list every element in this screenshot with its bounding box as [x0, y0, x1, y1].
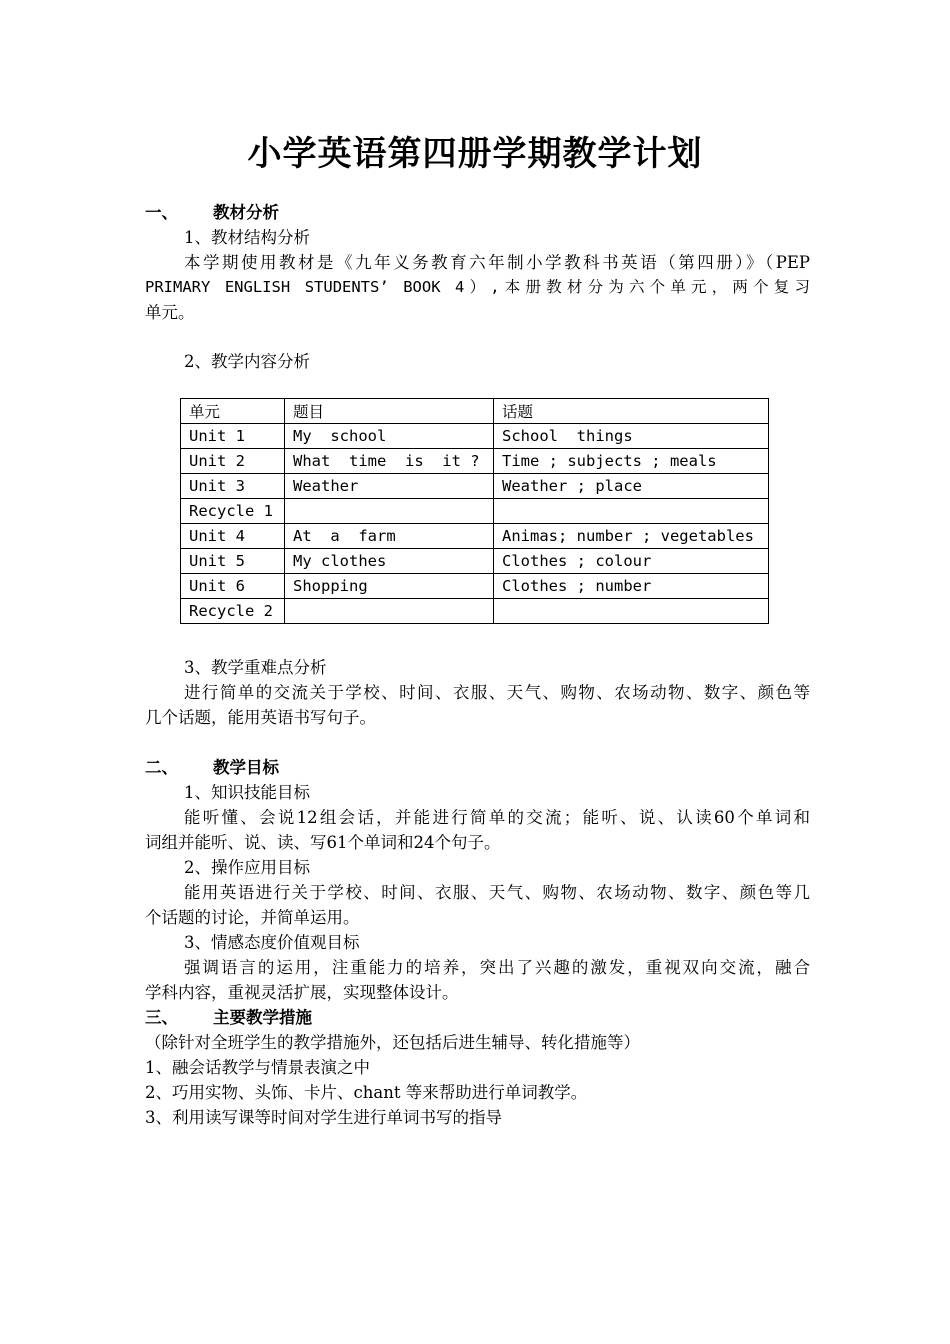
s2-paragraph-2-line-2: 个话题的讨论，并简单运用。: [145, 908, 360, 927]
document-title: 小学英语第四册学期教学计划: [247, 134, 703, 174]
table-cell: My school: [285, 424, 494, 449]
table-cell: Unit 1: [181, 424, 285, 449]
s2-subheading-1: 1、知识技能目标: [184, 783, 310, 802]
table-cell: Time ; subjects ; meals: [494, 449, 769, 474]
s3-list-item-2: 2、巧用实物、头饰、卡片、chant 等来帮助进行单词教学。: [145, 1083, 588, 1102]
s1-paragraph-1-line-1: 本学期使用教材是《九年义务教育六年制小学教科书英语（第四册）》（PEP: [184, 253, 810, 272]
table-row: [181, 524, 769, 549]
table-cell: Unit 4: [181, 524, 285, 549]
table-cell: [285, 599, 494, 624]
s2-paragraph-1-line-1: 能听懂、会说12组会话，并能进行简单的交流；能听、说、认读60个单词和: [184, 808, 810, 827]
s1-paragraph-1-line-2: PRIMARY ENGLISH STUDENTS’ BOOK 4）,本册教材分为六个单元，两个复习: [145, 278, 810, 296]
section-1-title: 教材分析: [213, 203, 279, 222]
table-cell: Animas; number ; vegetables: [494, 524, 769, 549]
s1-subheading-2: 2、教学内容分析: [184, 352, 310, 371]
content-table: [180, 398, 769, 624]
table-row: [181, 599, 769, 624]
section-2-title: 教学目标: [213, 758, 279, 777]
table-cell: Unit 5: [181, 549, 285, 574]
s3-list-item-1: 1、融会话教学与情景表演之中: [145, 1058, 370, 1077]
s2-paragraph-1-line-2: 词组并能听、说、读、写61个单词和24个句子。: [145, 833, 501, 852]
table-row: [181, 499, 769, 524]
table-cell: Weather ; place: [494, 474, 769, 499]
s1-paragraph-3-line-1: 进行简单的交流关于学校、时间、衣服、天气、购物、农场动物、数字、颜色等: [184, 683, 810, 702]
s2-subheading-2: 2、操作应用目标: [184, 858, 310, 877]
table-cell: My clothes: [285, 549, 494, 574]
table-cell: What time is it ?: [285, 449, 494, 474]
s2-subheading-3: 3、情感态度价值观目标: [184, 933, 360, 952]
s1-subheading-1: 1、教材结构分析: [184, 228, 310, 247]
table-cell: [285, 499, 494, 524]
section-1-heading: [145, 200, 810, 225]
table-cell: Clothes ; colour: [494, 549, 769, 574]
table-cell: Unit 6: [181, 574, 285, 599]
s3-list-item-3: 3、利用读写课等时间对学生进行单词书写的指导: [145, 1108, 502, 1127]
s1-subheading-3: 3、教学重难点分析: [184, 658, 327, 677]
s2-paragraph-3-line-1: 强调语言的运用，注重能力的培养，突出了兴趣的激发，重视双向交流，融合: [184, 958, 810, 977]
s1-paragraph-3-line-2: 几个话题，能用英语书写句子。: [145, 708, 376, 727]
table-cell: Recycle 1: [181, 499, 285, 524]
table-cell: [494, 499, 769, 524]
s2-paragraph-3-line-2: 学科内容，重视灵活扩展，实现整体设计。: [145, 983, 459, 1002]
table-cell: [494, 599, 769, 624]
table-cell: At a farm: [285, 524, 494, 549]
table-header-cell: 单元: [181, 399, 285, 424]
table-cell: Recycle 2: [181, 599, 285, 624]
s2-paragraph-2-line-1: 能用英语进行关于学校、时间、衣服、天气、购物、农场动物、数字、颜色等几: [184, 883, 810, 902]
table-header-cell: 题目: [285, 399, 494, 424]
table-row: [181, 474, 769, 499]
s3-note: （除针对全班学生的教学措施外，还包括后进生辅导、转化措施等）: [145, 1033, 640, 1052]
s1-paragraph-1-line-3: 单元。: [145, 303, 195, 322]
section-2-heading: [145, 755, 810, 780]
table-cell: School things: [494, 424, 769, 449]
section-2-number: 二、: [145, 758, 178, 777]
table-row: [181, 449, 769, 474]
table-cell: Weather: [285, 474, 494, 499]
table-cell: Unit 2: [181, 449, 285, 474]
section-3-number: 三、: [145, 1008, 178, 1027]
table-cell: Unit 3: [181, 474, 285, 499]
section-3-heading: [145, 1005, 810, 1030]
table-row: [181, 424, 769, 449]
table-cell: Clothes ; number: [494, 574, 769, 599]
table-header-cell: 话题: [494, 399, 769, 424]
table-row: [181, 549, 769, 574]
section-3-title: 主要教学措施: [213, 1008, 312, 1027]
section-1-number: 一、: [145, 203, 178, 222]
table-row: [181, 574, 769, 599]
table-header-row: [181, 399, 769, 424]
table-cell: Shopping: [285, 574, 494, 599]
